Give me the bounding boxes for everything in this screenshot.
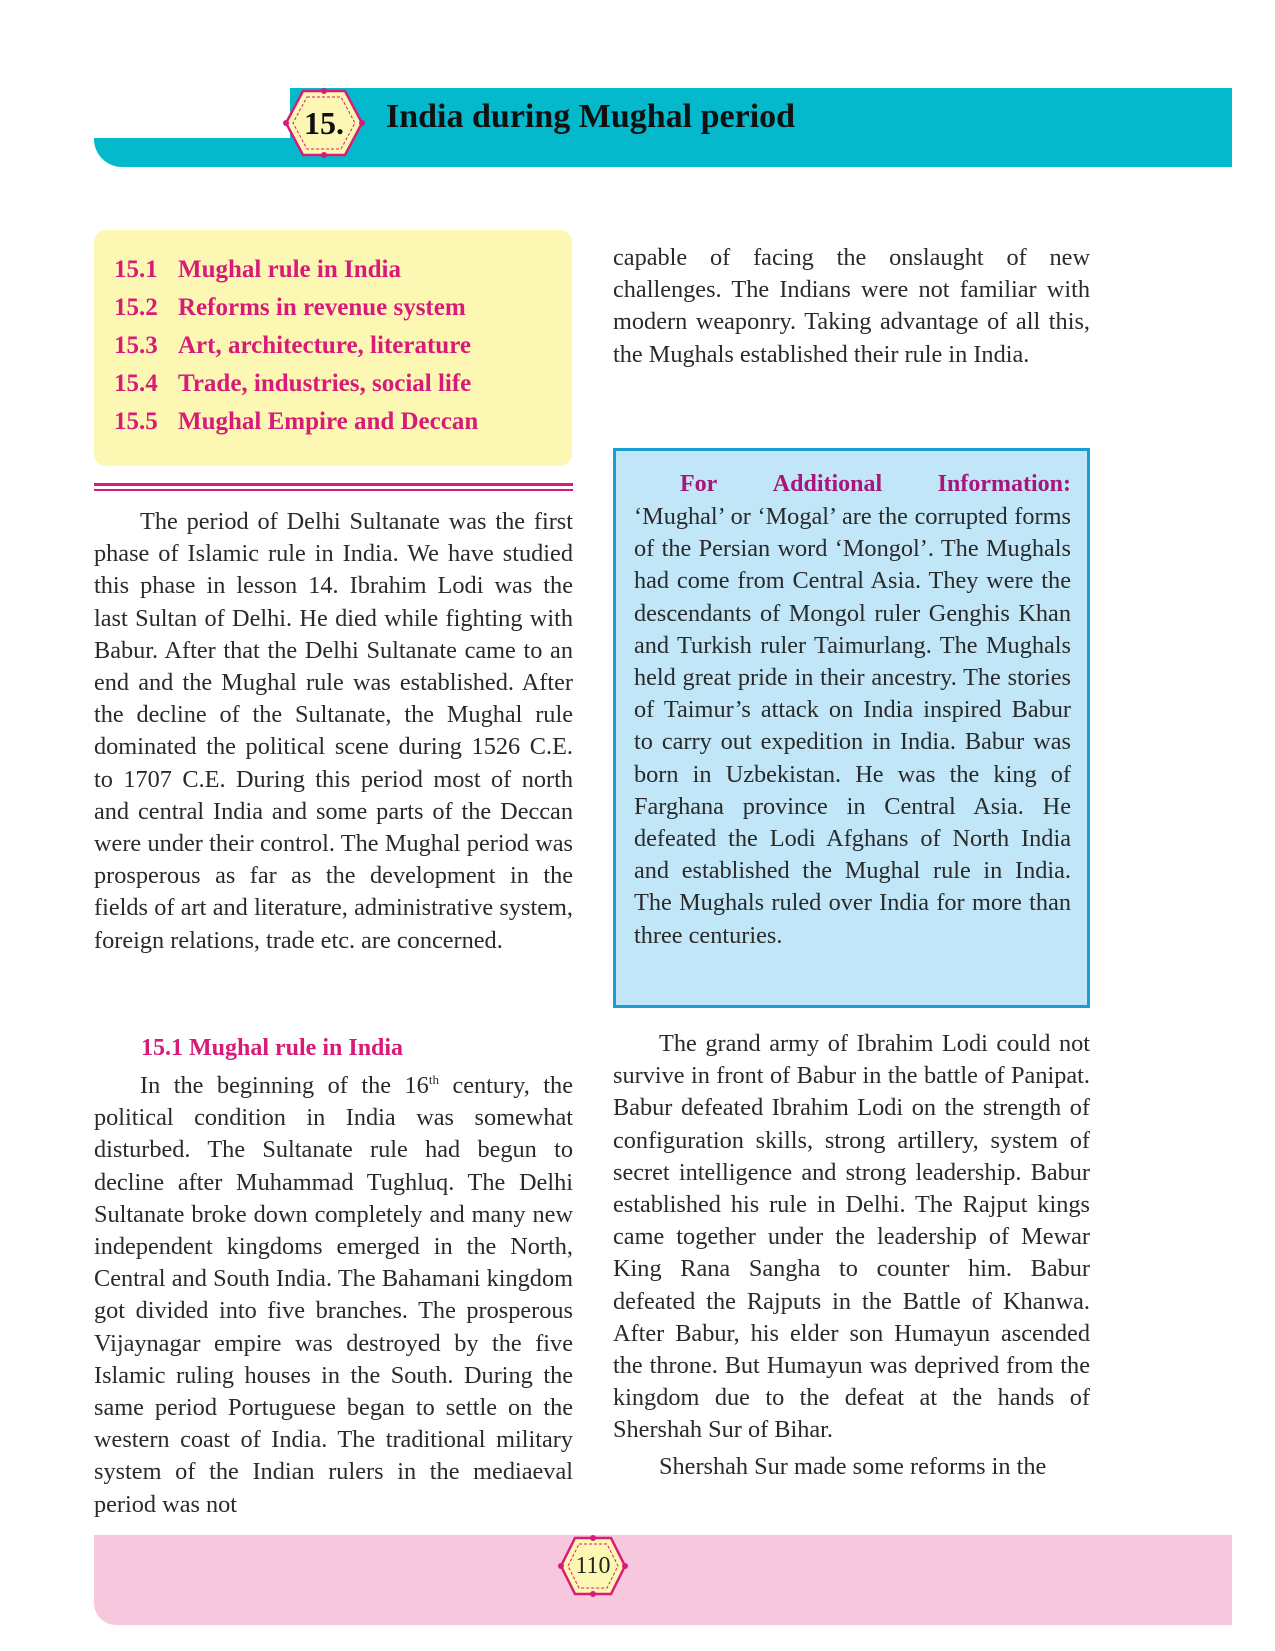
toc-item xyxy=(114,294,466,322)
info-box-text: ‘Mughal’ or ‘Mogal’ are the corrupted forms of the Persian word ‘Mongol’. The Mughals had come from Central Asia. They were the descendants of Mongol ruler Genghis Khan and Turkish ruler Taimurlang. The Mughals held great pride in their ancestry. The stories of Taimur’s attack on India inspired Babur to carry out expedition in India. Babur was born in Uzbekistan. He was the king of Farghana province in Central Asia. He defeated the Lodi Afghans of North India and established the Mughal rule in India. The Mughals ruled over India for more than three centuries. xyxy=(634,503,1071,949)
panipat-paragraph: The grand army of Ibrahim Lodi could not survive in front of Babur in the battle of Panipat. Babur defeated Ibrahim Lodi on the strength of configuration skills, strong artillery, system of secret intelligence and strong leadership. Babur established his rule in Delhi. The Rajput kings came together under the leadership of Mewar King Rana Sangha to counter him. Babur defeated the Rajputs in the Battle of Khanwa. After Babur, his elder son Humayun ascended the throne. But Humayun was deprived from the kingdom due to the defeat at the hands of Shershah Sur of Bihar. xyxy=(613,1030,1090,1444)
toc-item xyxy=(114,332,471,360)
toc-item-label: Art, architecture, literature xyxy=(178,332,471,359)
toc-item-number: 15.5 xyxy=(114,408,158,435)
chapter-title: India during Mughal period xyxy=(386,98,796,135)
toc-item-label: Trade, industries, social life xyxy=(178,370,472,397)
info-title-word: Information: xyxy=(937,471,1071,497)
additional-information-box xyxy=(613,448,1090,1008)
right-column-body xyxy=(613,1028,1090,1483)
info-title-word: Additional xyxy=(772,471,883,497)
toc-item-number: 15.2 xyxy=(114,294,158,321)
toc-item-label: Mughal rule in India xyxy=(178,256,401,283)
intro-paragraph: The period of Delhi Sultanate was the first phase of Islamic rule in India. We have studied this phase in lesson 14. Ibrahim Lodi was the last Sultan of Delhi. He died while fighting with Babur. After that the Delhi Sultanate came to an end and the Mughal rule was established. After the decline of the Sultanate, the Mughal rule dominated the political scene during 1526 C.E. to 1707 C.E. During this period most of north and central India and some parts of the Deccan were under their control. The Mughal period was prosperous as far as the development in the fields of art and literature, administrative system, foreign relations, trade etc. are concerned. xyxy=(94,508,573,954)
info-box-title xyxy=(634,471,1071,498)
toc-item xyxy=(114,370,471,398)
left-column-intro xyxy=(94,506,573,957)
page-number: 110 xyxy=(575,1552,611,1579)
section-paragraph-start: In the beginning of the 16 xyxy=(140,1072,429,1099)
left-column-section xyxy=(94,1070,573,1521)
right-column-continuation xyxy=(613,242,1090,371)
chapter-contents-box xyxy=(94,230,572,466)
footer-band xyxy=(94,1535,1232,1625)
toc-item-label: Mughal Empire and Deccan xyxy=(178,408,479,435)
page-number-badge xyxy=(558,1535,628,1597)
toc-item-number: 15.3 xyxy=(114,332,158,359)
section-heading: 15.1 Mughal rule in India xyxy=(141,1035,404,1061)
toc-item-label: Reforms in revenue system xyxy=(178,294,466,321)
section-divider xyxy=(94,483,573,486)
info-title-word: For xyxy=(680,471,718,497)
ordinal-suffix: th xyxy=(428,1071,439,1087)
toc-item-number: 15.1 xyxy=(114,256,158,283)
chapter-number: 15. xyxy=(304,104,344,141)
toc-item-number: 15.4 xyxy=(114,370,158,397)
toc-item xyxy=(114,408,478,436)
section-paragraph-rest: century, the political condition in India was somewhat disturbed. The Sultanate rule had begun to decline after Muhammad Tughluq. The Delhi Sultanate broke down completely and many new independent kingdoms emerged in the North, Central and South India. The Bahamani kingdom got divided into five branches. The prosperous Vijaynagar empire was destroyed by the five Islamic ruling houses in the South. During the same period Portuguese began to settle on the western coast of India. The traditional military system of the Indian rulers in the mediaeval period was not xyxy=(94,1072,573,1518)
shershah-paragraph: Shershah Sur made some reforms in the xyxy=(659,1452,1047,1480)
continuation-paragraph: capable of facing the onslaught of new challenges. The Indians were not familiar with modern weaponry. Taking advantage of all this, the Mughals established their rule in India. xyxy=(613,244,1090,368)
section-divider xyxy=(94,489,573,491)
section-paragraph xyxy=(94,1070,573,1521)
toc-item xyxy=(114,256,401,284)
chapter-number-badge xyxy=(283,88,365,158)
header-white-notch xyxy=(94,88,290,138)
